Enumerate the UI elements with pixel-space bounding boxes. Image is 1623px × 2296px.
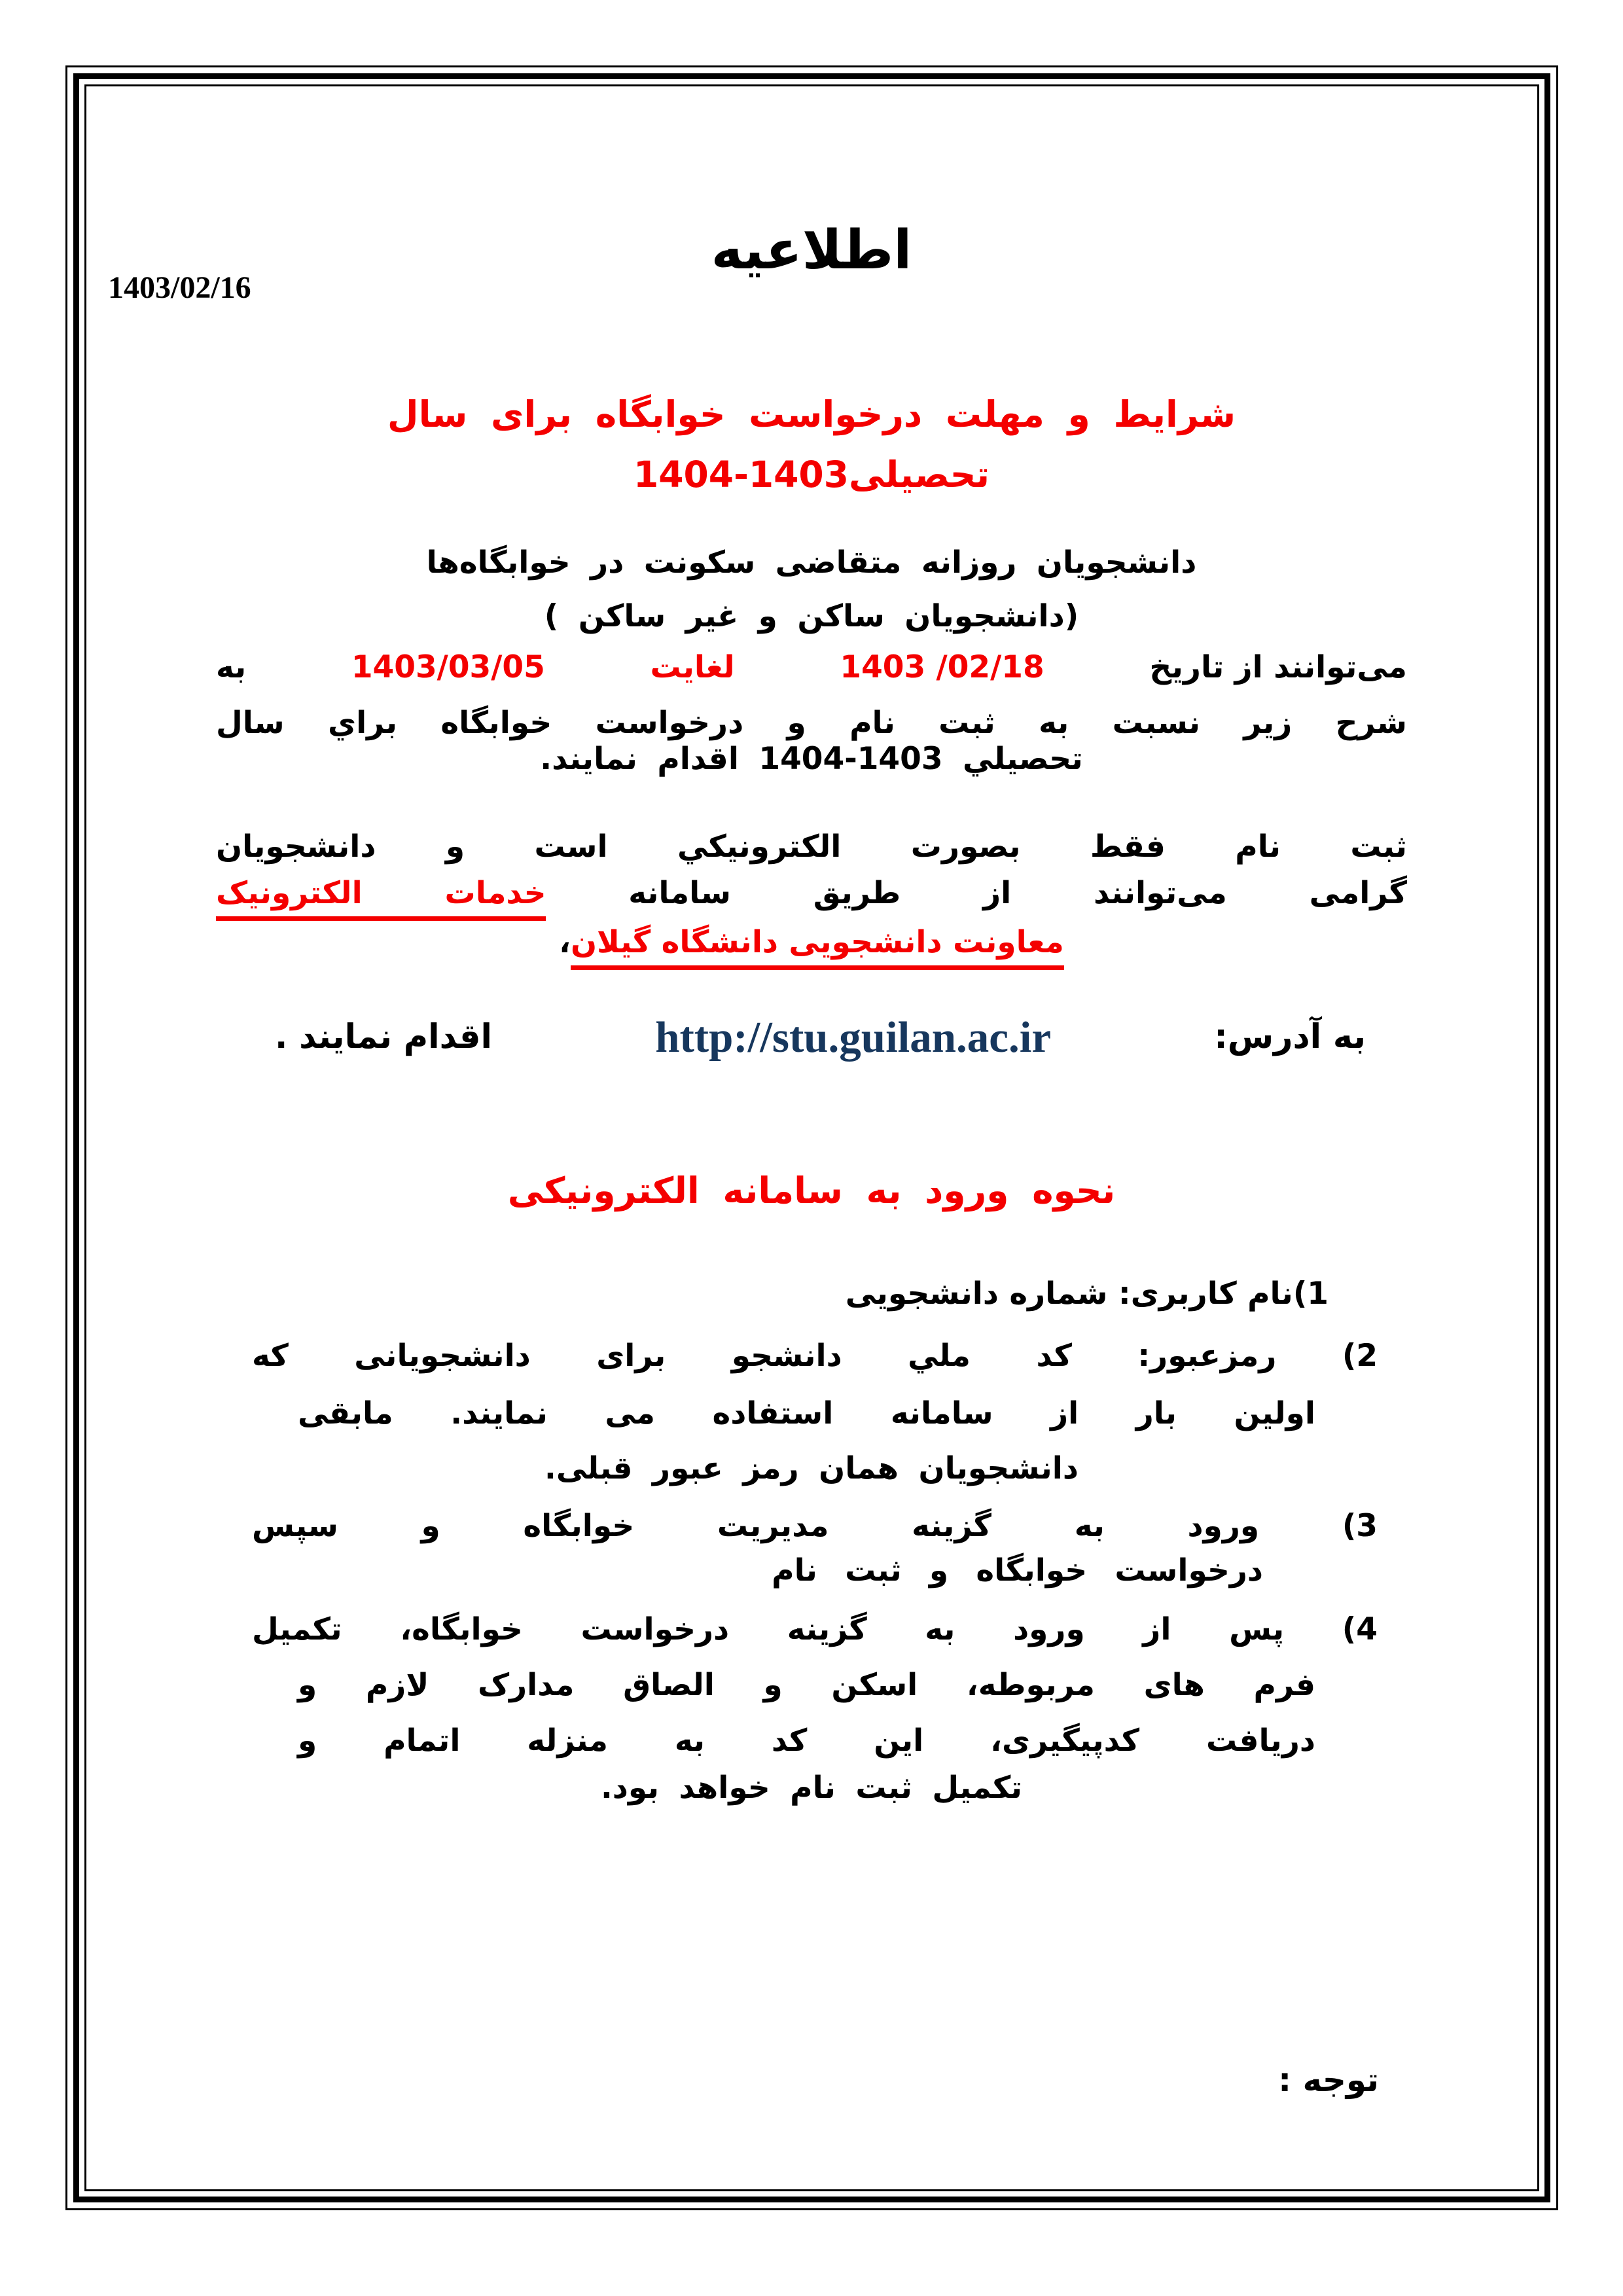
electronic-services-link-text: خدمات الکترونیک — [216, 875, 546, 921]
address-suffix: اقدام نمایند . — [275, 1017, 492, 1056]
date-line-suffix: به — [216, 649, 247, 685]
list-item-2-line2: اولین بار از سامانه استفاده می نمایند. مابقی — [298, 1395, 1315, 1431]
start-date: 1403 /02/18 — [840, 649, 1044, 685]
item1-number: 1) — [1293, 1276, 1329, 1312]
item3-text1: ورود به گزینه مدیریت خوابگاه و سپس — [252, 1508, 1260, 1544]
student-affairs-link-text: معاونت دانشجویی دانشگاه گیلان — [571, 924, 1064, 970]
para1-line2: (دانشجویان ساکن و غیر ساکن ) — [544, 598, 1079, 634]
date-line-until: لغایت — [650, 649, 735, 685]
item3-number: 3) — [1342, 1508, 1378, 1544]
page-border-frame — [65, 65, 1558, 2210]
item4-text1: پس از ورود به گزینه درخواست خوابگاه، تکمیل — [252, 1611, 1285, 1647]
para2-line1: ثبت نام فقط بصورت الکترونیکي است و دانشجویان — [216, 829, 1407, 865]
list-item-3-line2: درخواست خوابگاه و ثبت نام — [772, 1552, 1263, 1588]
para1-line4: شرح زیر نسبت به ثبت نام و درخواست خوابگاه براي سال — [216, 705, 1407, 741]
end-date: 1403/03/05 — [351, 649, 545, 685]
item2-number: 2) — [1342, 1338, 1378, 1374]
para1-date-line — [216, 647, 1407, 688]
heading-conditions-line1: شرایط و مهلت درخواست خوابگاه برای سال — [387, 393, 1236, 435]
portal-url-link[interactable]: http://stu.guilan.ac.ir — [655, 1013, 1052, 1062]
list-item-4-line3: دریافت کدپیگیری، این کد به منزله اتمام و — [298, 1723, 1315, 1759]
date-line-prefix: می‌توانند از تاریخ — [1149, 649, 1407, 685]
list-item-2-line3: دانشجویان همان رمز عبور قبلی. — [544, 1450, 1079, 1486]
item2-label: رمزعبور: — [1137, 1338, 1277, 1374]
list-item-4-line1 — [252, 1609, 1378, 1650]
document-date: 1403/02/16 — [108, 270, 251, 305]
list-item-4-line2: فرم های مربوطه، اسکن و الصاق مدارک لازم و — [298, 1667, 1315, 1703]
list-item-2-line1 — [252, 1335, 1378, 1376]
para2-line3-comma: ، — [559, 924, 571, 960]
page-title: اطلاعیه — [711, 219, 912, 281]
heading-conditions-line2: تحصیلی1403-1404 — [633, 454, 990, 495]
item1-label: نام کاربری: — [1118, 1276, 1293, 1312]
para2-line2-black: گرامی می‌توانند از طریق سامانه — [628, 875, 1407, 911]
item2-text1: کد ملي دانشجو برای دانشجویانی که — [252, 1338, 1072, 1374]
list-item-4-line4: تکمیل ثبت نام خواهد بود. — [600, 1770, 1023, 1806]
list-item-3-line1 — [252, 1505, 1378, 1547]
item1-text: شماره دانشجویی — [845, 1276, 1108, 1312]
para2-line3 — [216, 922, 1407, 963]
list-item-1 — [846, 1273, 1329, 1314]
para1-line5: تحصیلي 1403-1404 اقدام نمایند. — [540, 741, 1083, 777]
item4-number: 4) — [1342, 1611, 1378, 1647]
attention-note: توجه : — [1278, 2061, 1379, 2099]
para1-line1: دانشجویان روزانه متقاضی سکونت در خوابگاه‌ها — [426, 545, 1197, 581]
address-line — [275, 1008, 1366, 1067]
address-label: به آدرس: — [1214, 1017, 1366, 1056]
para2-line2 — [216, 872, 1407, 914]
heading-login-method: نحوه ورود به سامانه الکترونیکی — [507, 1170, 1116, 1211]
